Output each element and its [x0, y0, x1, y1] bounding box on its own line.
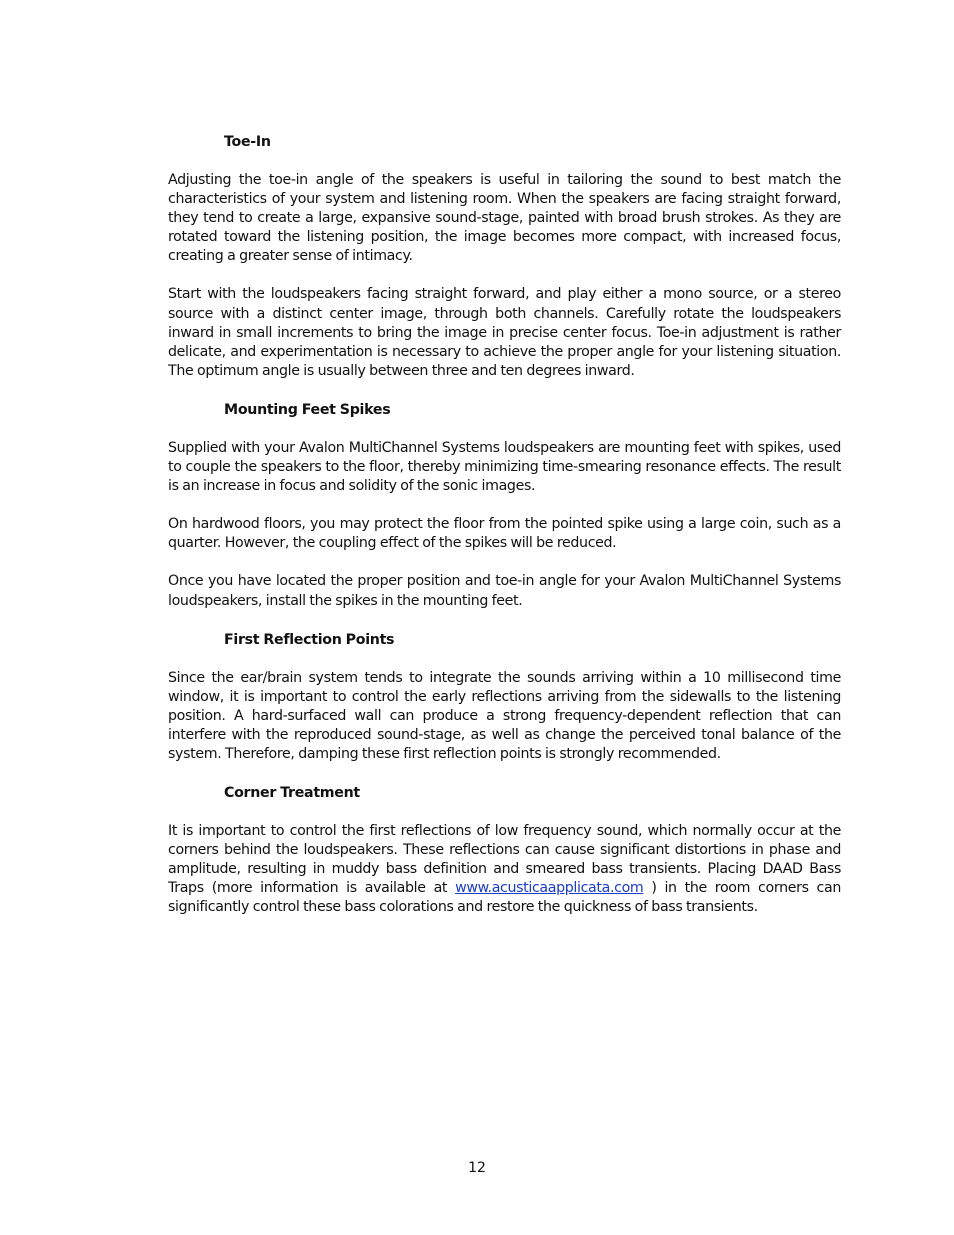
- paragraph-spikes-1: Supplied with your Avalon MultiChannel Systems loudspeakers are mounting feet with spikes, used to couple the speakers to the floor, thereby minimizing time-smearing resonance effects. The result is an increase in focus and solidity of the sonic images.: [168, 439, 841, 495]
- heading-mounting-feet-spikes: Mounting Feet Spikes: [224, 401, 391, 418]
- paragraph-reflection-1: Since the ear/brain system tends to integrate the sounds arriving within a 10 millisecond time window, it is important to control the early reflections arriving from the sidewalls to the listening position. A hard-surfaced wall can produce a strong frequency-dependent reflection that can interfere with the reproduced sound-stage, as well as change the perceived tonal balance of the system. Therefore, damping these first reflection points is strongly recommended.: [168, 669, 841, 762]
- heading-first-reflection-points: First Reflection Points: [224, 631, 395, 648]
- paragraph-spikes-3: Once you have located the proper position and toe-in angle for your Avalon MultiChannel Systems loudspeakers, install the spikes in the mounting feet.: [168, 573, 841, 609]
- heading-toe-in: Toe-In: [224, 134, 271, 150]
- heading-corner-treatment: Corner Treatment: [224, 785, 360, 802]
- paragraph-toe-in-1: Adjusting the toe-in angle of the speakers is useful in tailoring the sound to best match the characteristics of your system and listening room. When the speakers are facing straight forward, they tend to create a large, expansive sound-stage, painted with broad brush strokes. As they are rotated toward the listening position, the image becomes more compact, with increased focus, creating a greater sense of intimacy.: [168, 172, 841, 265]
- paragraph-spikes-2: On hardwood floors, you may protect the floor from the pointed spike using a large coin, such as a quarter. However, the coupling effect of the spikes will be reduced.: [168, 516, 841, 552]
- corner-text-after-link: ) in the room corners can significantly control these bass colorations and restore the quickness of bass transients.: [168, 880, 841, 916]
- paragraph-corner-1: [168, 822, 841, 917]
- corner-text-before-link: It is important to control the first reflections of low frequency sound, which normally occur at the corners behind the loudspeakers. These reflections can cause significant distortions in phase and amplitude, resulting in muddy bass definition and smeared bass transients. Placing DAAD Bass Traps (more information is available at: [168, 823, 841, 897]
- document-page: [168, 132, 841, 937]
- paragraph-toe-in-2: Start with the loudspeakers facing straight forward, and play either a mono source, or a stereo source with a distinct center image, through both channels. Carefully rotate the loudspeakers inward in small increments to bring the image in precise center focus. Toe-in adjustment is rather delicate, and experimentation is necessary to achieve the proper angle for your listening situation. The optimum angle is usually between three and ten degrees inward.: [168, 286, 841, 379]
- page-number: 12: [468, 1160, 486, 1176]
- acustica-applicata-link[interactable]: www.acusticaapplicata.com: [455, 880, 644, 897]
